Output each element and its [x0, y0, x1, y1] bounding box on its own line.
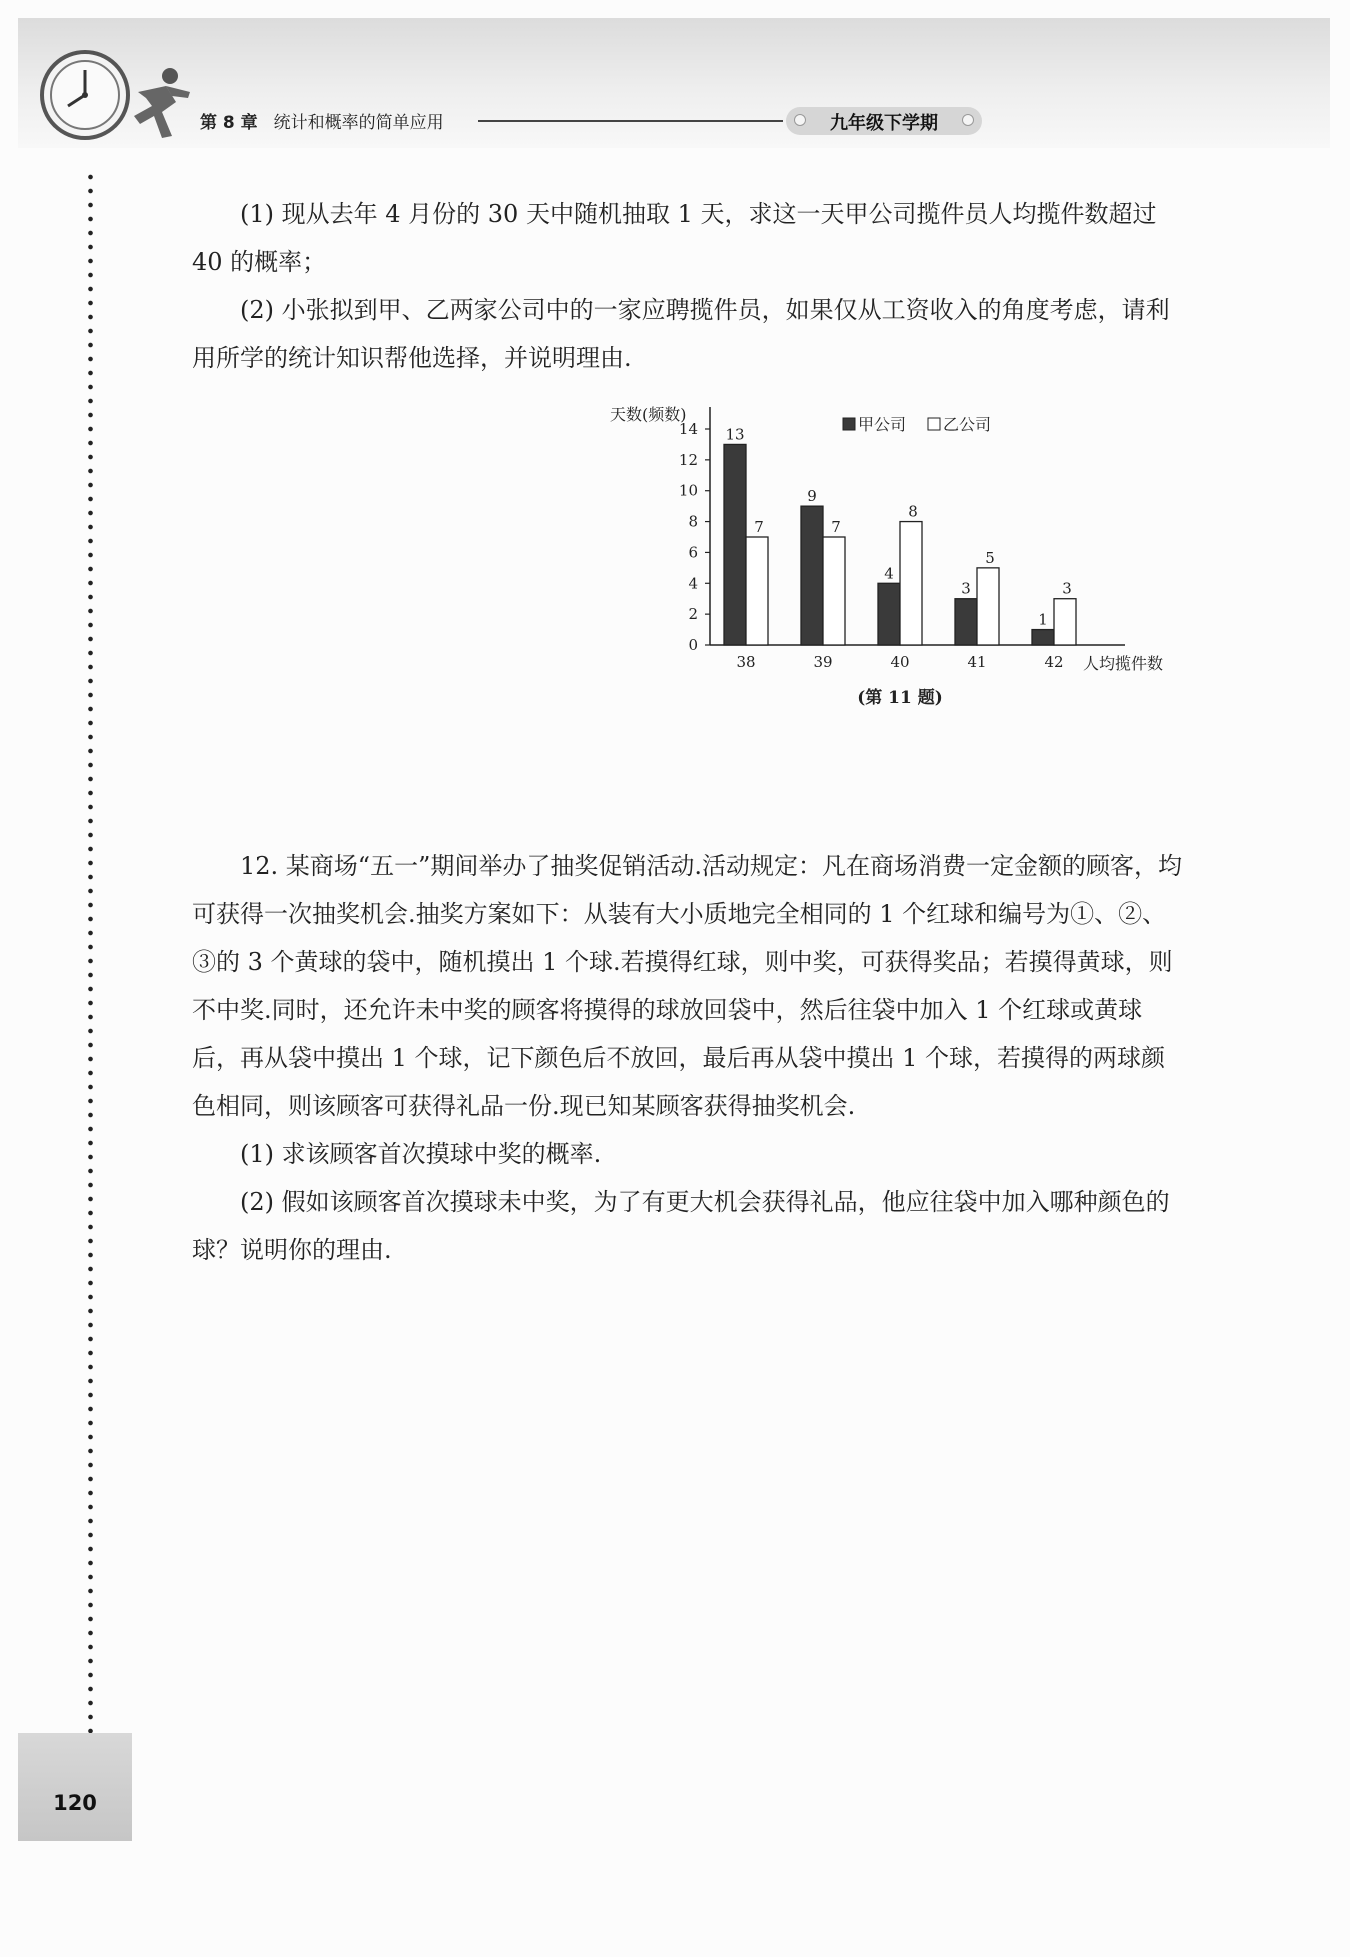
runner-icon [118, 62, 198, 144]
bar-series-1 [878, 583, 900, 645]
header-rule [478, 120, 783, 122]
chapter-title: 统计和概率的简单应用 [273, 113, 444, 133]
y-tick-label: 8 [688, 512, 698, 531]
bar-series-2 [746, 537, 768, 645]
question-12-part-2: (2) 假如该顾客首次摸球未中奖，为了有更大机会获得礼品，他应往袋中加入哪种颜色的球？说明你的理由. [192, 1188, 1170, 1264]
x-tick-label: 40 [890, 653, 910, 671]
question-12-stem: 12. 某商场“五一”期间举办了抽奖促销活动.活动规定：凡在商场消费一定金额的顾客，均可获得一次抽奖机会.抽奖方案如下：从装有大小质地完全相同的 1 个红球和编号为①、②、③的 3 个黄球的袋中，随机摸出 1 个球.若摸得红球，则中奖，可获得奖品；若摸得黄球，则不中奖.同时，还允许未中奖的顾客将摸得的球放回袋中，然后往袋中加入 1 个红球或黄球后，再从袋中摸出 1 个球，记下颜色后不放回，最后再从袋中摸出 1 个球，若摸得的两球颜色相同，则该顾客可获得礼品一份.现已知某顾客获得抽奖机会. [192, 852, 1182, 1120]
bar-value-label: 8 [908, 502, 918, 521]
bar-series-1 [1032, 630, 1054, 645]
question-12-block [192, 842, 1182, 1274]
legend-label-series-1: 甲公司 [858, 415, 907, 434]
x-tick-label: 41 [967, 653, 987, 671]
bar-series-1 [955, 599, 977, 645]
page-number: 120 [53, 1791, 97, 1815]
y-tick-label: 6 [688, 543, 698, 562]
bar-value-label: 1 [1038, 610, 1048, 629]
y-tick-label: 0 [688, 636, 698, 654]
chapter-heading [200, 108, 444, 133]
x-tick-label: 42 [1044, 653, 1064, 671]
y-tick-label: 12 [678, 450, 698, 469]
chapter-number: 第 8 章 [200, 113, 258, 133]
legend-label-series-2: 乙公司 [943, 415, 992, 434]
legend-swatch-series-2 [928, 418, 940, 430]
y-tick-label: 4 [688, 574, 698, 593]
question-11-part-2: (2) 小张拟到甲、乙两家公司中的一家应聘揽件员，如果仅从工资收入的角度考虑，请利用所学的统计知识帮他选择，并说明理由. [192, 296, 1170, 372]
bar-series-2 [1054, 599, 1076, 645]
figure-caption: (第 11 题) [857, 688, 943, 708]
y-tick-label: 2 [688, 605, 698, 624]
grade-label: 九年级下学期 [830, 113, 938, 134]
x-tick-label: 38 [736, 653, 756, 671]
bar-chart-svg [600, 400, 1200, 720]
question-12-part-1: (1) 求该顾客首次摸球中奖的概率. [240, 1140, 602, 1168]
bar-series-2 [900, 522, 922, 645]
question-11-block [192, 190, 1182, 382]
y-tick-label: 14 [678, 420, 698, 438]
bar-value-label: 3 [961, 579, 971, 598]
bar-value-label: 3 [1062, 579, 1072, 598]
bar-value-label: 4 [884, 564, 894, 583]
bar-value-label: 7 [754, 518, 764, 536]
y-axis-label: 天数(频数) [610, 405, 687, 424]
bar-value-label: 9 [807, 487, 817, 506]
dotted-margin-line [88, 170, 93, 1735]
bar-value-label: 5 [985, 548, 995, 567]
page-number-tab [18, 1733, 132, 1841]
question-11-part-1: (1) 现从去年 4 月份的 30 天中随机抽取 1 天，求这一天甲公司揽件员人均揽件数超过 40 的概率； [192, 200, 1157, 276]
x-tick-label: 39 [813, 653, 833, 671]
clock-icon [40, 50, 130, 140]
x-axis-label: 人均揽件数 [1083, 654, 1164, 673]
y-tick-label: 10 [678, 481, 698, 500]
bar-value-label: 7 [831, 518, 841, 536]
bar-series-1 [801, 506, 823, 645]
bar-chart [600, 400, 1200, 720]
bar-series-2 [977, 568, 999, 645]
grade-badge [786, 107, 982, 135]
bar-value-label: 13 [725, 425, 745, 444]
bar-series-2 [823, 537, 845, 645]
bar-series-1 [724, 444, 746, 645]
legend-swatch-series-1 [843, 418, 855, 430]
